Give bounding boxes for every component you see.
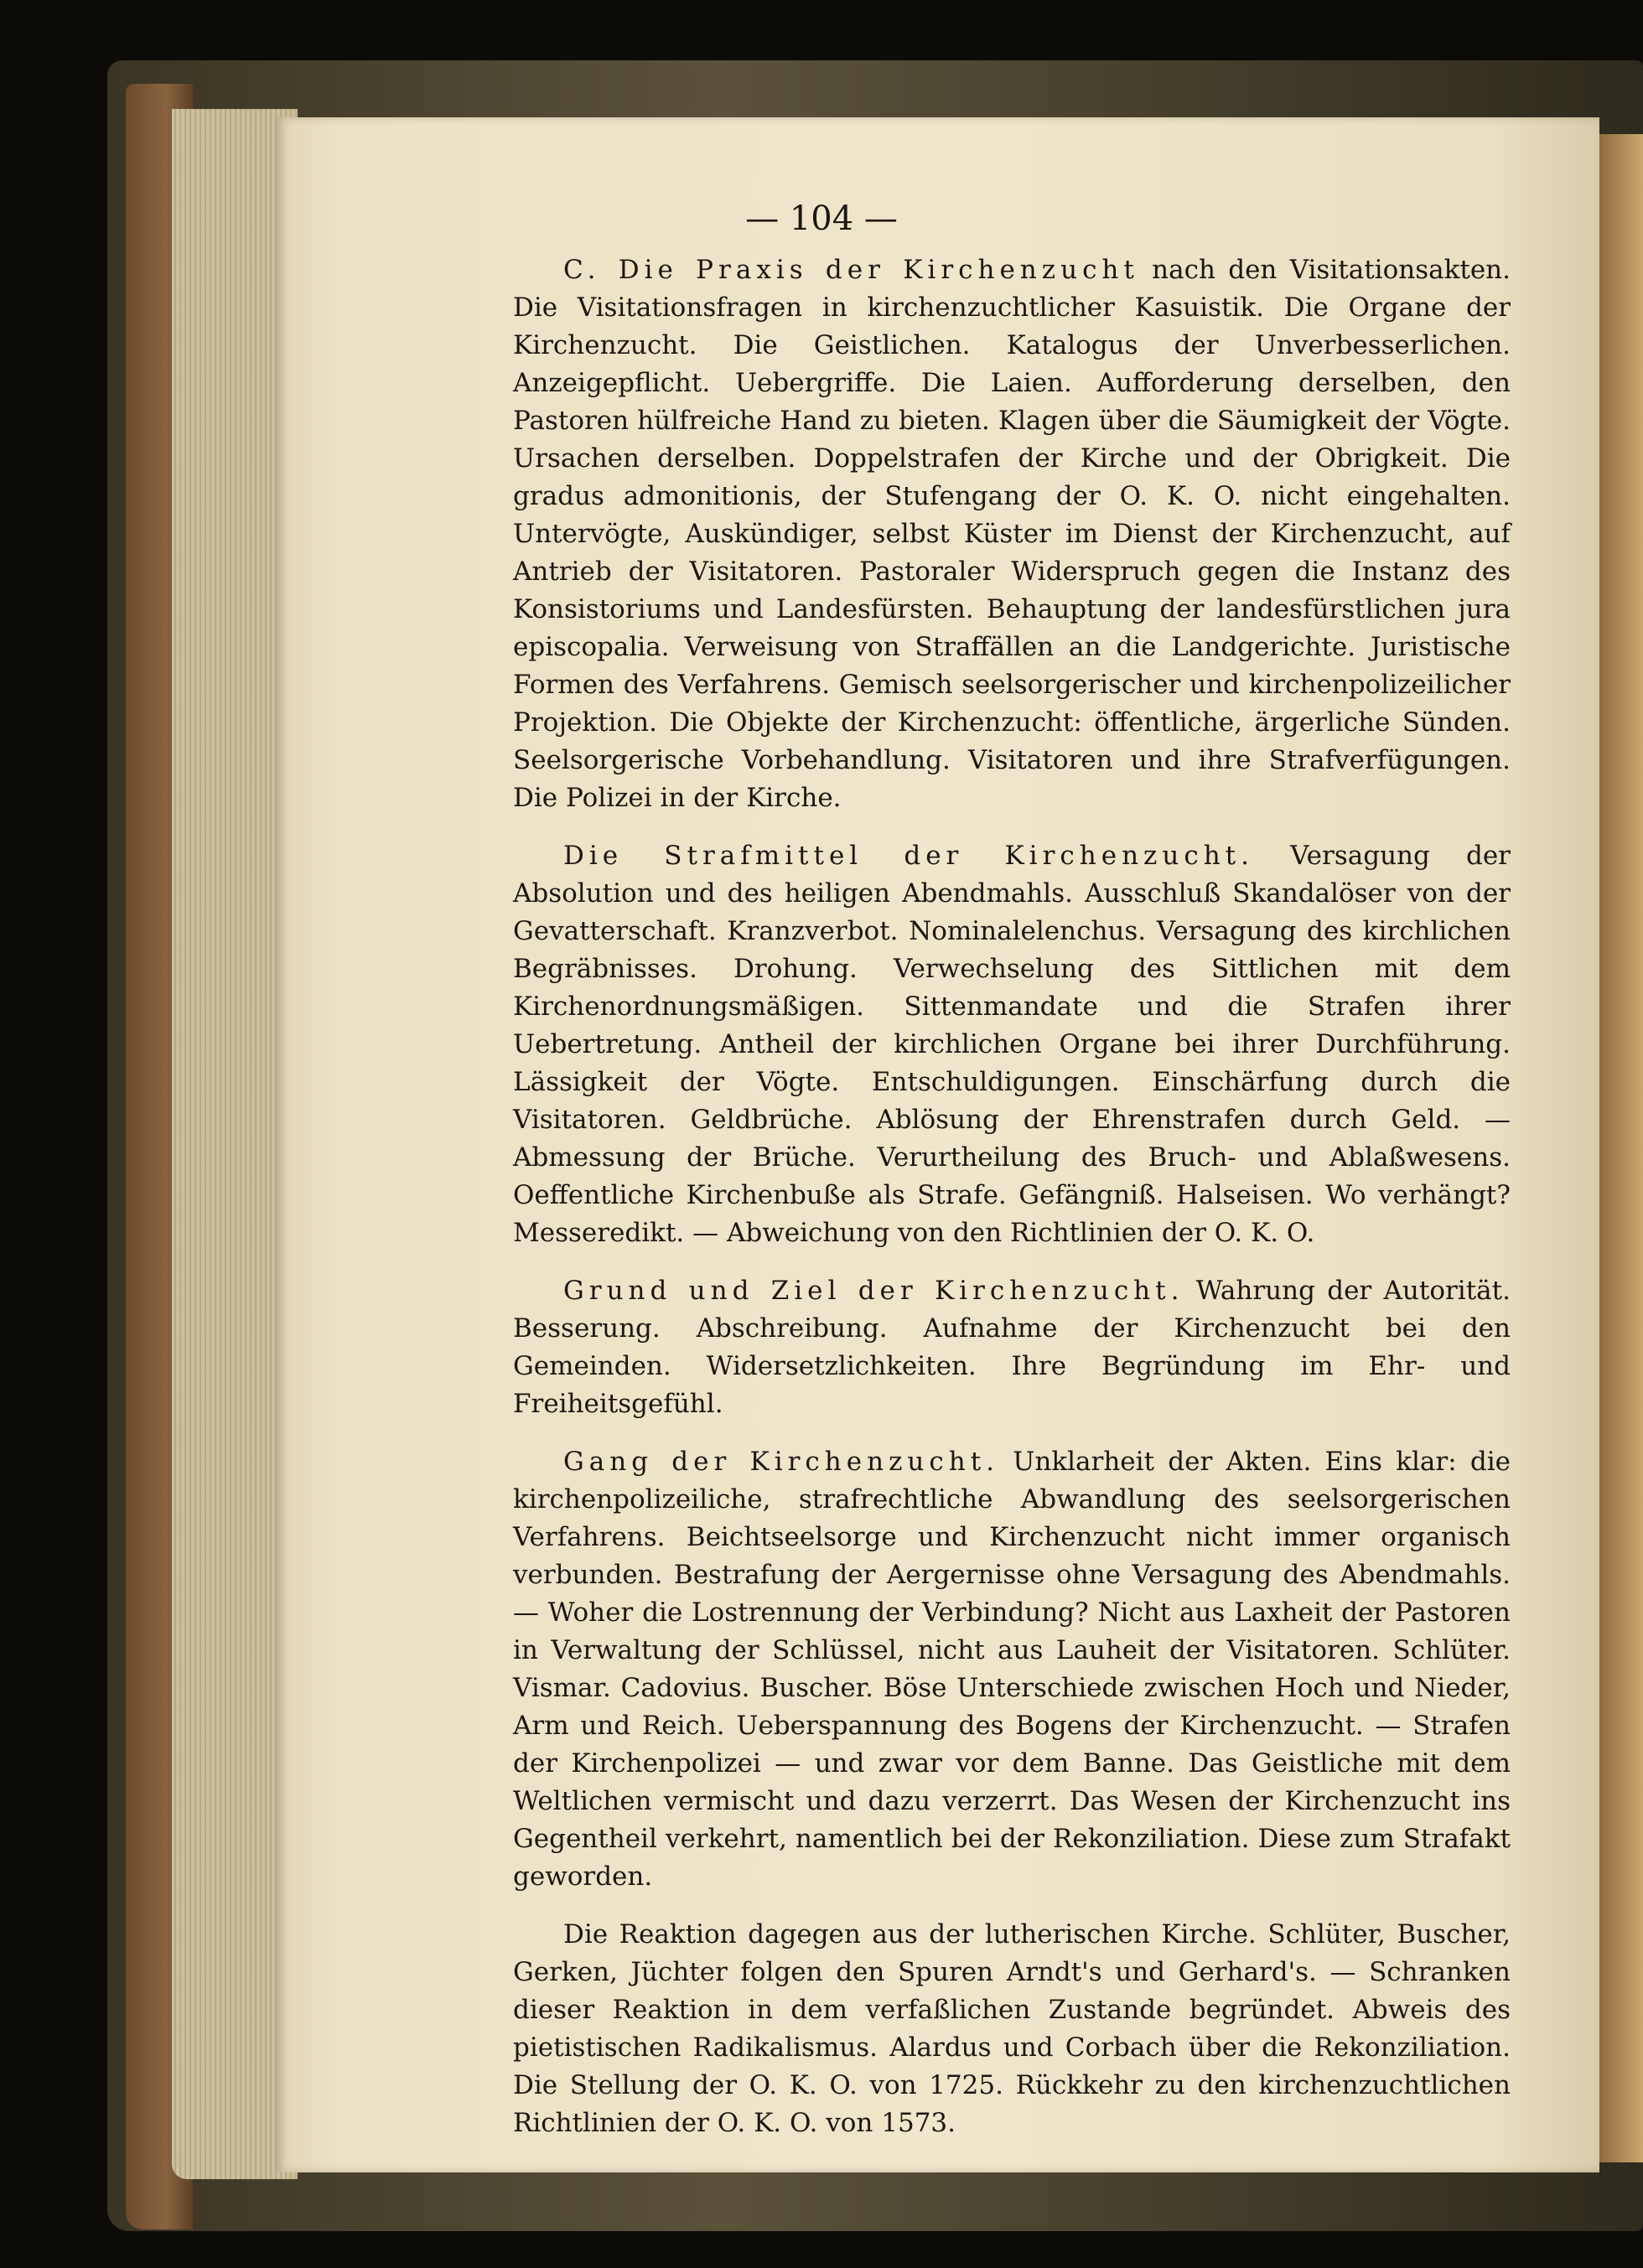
paragraph-body: nach den Visitationsakten. Die Visitationsfragen in kirchenzuchtlicher Kasuistik. Die Organe der Kirchenzucht. Die Geistlichen. Katalogus der Unverbesserlichen. Anzeigepflicht. Uebergriffe. Die Laien. Aufforderung derselben, den Pastoren hülfreiche Hand zu bieten. Klagen über die Säumigkeit der Vögte. Ursachen derselben. Doppelstrafen der Kirche und der Obrigkeit. Die gradus admonitionis, der Stufengang der O. K. O. nicht eingehalten. Untervögte, Auskündiger, selbst Küster im Dienst der Kirchenzucht, auf Antrieb der Visitatoren. Pastoraler Widerspruch gegen die Instanz des Konsistoriums und Landesfürsten. Behauptung der landesfürstlichen jura episcopalia. Verweisung von Straffällen an die Landgerichte. Juristische Formen des Verfahrens. Gemisch seelsorgerischer und kirchenpolizeilicher Projektion. Die Objekte der Kirchenzucht: öffentliche, ärgerliche Sünden. Seelsorgerische Vorbehandlung. Visitatoren und ihre Strafverfügungen. Die Polizei in der Kirche. bbox=[513, 255, 1511, 813]
paragraph-body: Wahrung der Autorität. Besserung. Abschreibung. Aufnahme der Kirchenzucht bei den Gemeinden. Widersetzlichkeiten. Ihre Begründung im Ehr- und Freiheitsgefühl. bbox=[513, 1276, 1511, 1419]
paragraph bbox=[513, 1916, 1511, 2142]
paragraph-lead: Grund und Ziel der Kirchenzucht. bbox=[563, 1276, 1184, 1306]
page-text bbox=[513, 251, 1511, 2142]
paragraph bbox=[513, 837, 1511, 1252]
paragraph bbox=[513, 1272, 1511, 1423]
paragraph-body: Die Reaktion dagegen aus der lutherischen Kirche. Schlüter, Buscher, Gerken, Jüchter folgen den Spuren Arndt's und Gerhard's. — Schranken dieser Reaktion in dem verfaßlichen Zustande begründet. Abweis des pietistischen Radikalismus. Alardus und Corbach über die Rekonziliation. Die Stellung der O. K. O. von 1725. Rückkehr zu den kirchenzuchtlichen Richtlinien der O. K. O. von 1573. bbox=[513, 1919, 1511, 2138]
paragraph bbox=[513, 251, 1511, 817]
facing-page-edge bbox=[1599, 134, 1643, 2162]
paragraph-lead: C. Die Praxis der Kirchenzucht bbox=[563, 255, 1139, 285]
paragraph-body: Unklarheit der Akten. Eins klar: die kirchenpolizeiliche, strafrechtliche Abwandlung des seelsorgerischen Verfahrens. Beichtseelsorge und Kirchenzucht nicht immer organisch verbunden. Bestrafung der Aergernisse ohne Versagung des Abendmahls. — Woher die Lostrennung der Verbindung? Nicht aus Laxheit der Pastoren in Verwaltung der Schlüssel, nicht aus Lauheit der Visitatoren. Schlüter. Vismar. Cadovius. Buscher. Böse Unterschiede zwischen Hoch und Nieder, Arm und Reich. Ueberspannung des Bogens der Kirchenzucht. — Strafen der Kirchenpolizei — und zwar vor dem Banne. Das Geistliche mit dem Weltlichen vermischt und dazu verzerrt. Das Wesen der Kirchenzucht ins Gegentheil verkehrt, namentlich bei der Rekonziliation. Diese zum Strafakt geworden. bbox=[513, 1447, 1511, 1892]
page-number: — 104 — bbox=[745, 199, 898, 238]
paragraph-lead: Gang der Kirchenzucht. bbox=[563, 1447, 1000, 1477]
paragraph bbox=[513, 1443, 1511, 1896]
paragraph-lead: Die Strafmittel der Kirchenzucht. bbox=[563, 841, 1254, 871]
paragraph-body: Versagung der Absolution und des heiligen Abendmahls. Ausschluß Skandalöser von der Gevatterschaft. Kranzverbot. Nominalelenchus. Versagung des kirchlichen Begräbnisses. Drohung. Verwechselung des Sittlichen mit dem Kirchenordnungsmäßigen. Sittenmandate und die Strafen ihrer Uebertretung. Antheil der kirchlichen Organe bei ihrer Durchführung. Lässigkeit der Vögte. Entschuldigungen. Einschärfung durch die Visitatoren. Geldbrüche. Ablösung der Ehrenstrafen durch Geld. — Abmessung der Brüche. Verurtheilung des Bruch- und Ablaßwesens. Oeffentliche Kirchenbuße als Strafe. Gefängniß. Halseisen. Wo verhängt? Messeredikt. — Abweichung von den Richtlinien der O. K. O. bbox=[513, 841, 1511, 1248]
